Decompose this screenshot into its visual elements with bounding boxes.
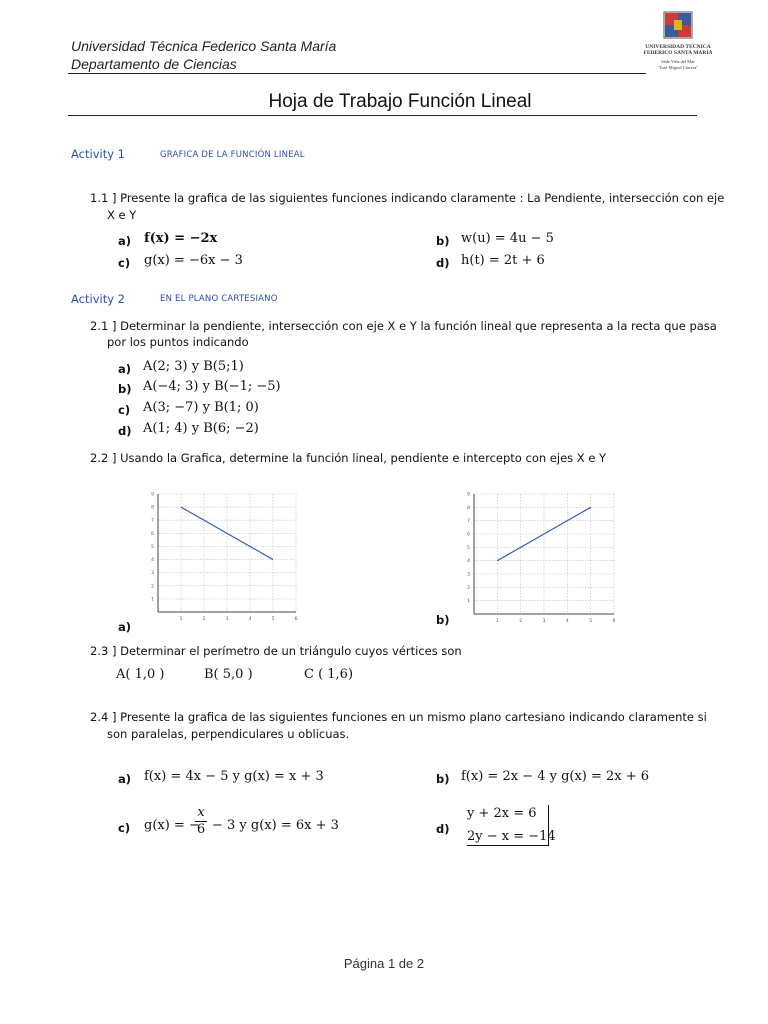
question-2-1-line2: por los puntos indicando [107,335,249,349]
x-tick-label: 3 [225,617,229,620]
y-tick-label: 6 [467,532,470,538]
item-1d-expr: h(t) = 2t + 6 [461,253,545,268]
y-tick-label: 2 [151,584,154,590]
logo-line1: UNIVERSIDAD TECNICA [645,44,711,50]
x-tick-label: 6 [612,619,616,624]
item-1a-expr: f(x) = −2x [144,231,218,246]
x-tick-label: 4 [565,619,569,624]
item-1b-expr: w(u) = 4u − 5 [461,231,554,246]
item-1c-expr: g(x) = −6x − 3 [144,253,243,268]
graph-a-chart [140,490,310,620]
item-1b-letter: b) [436,234,450,248]
item-2-1a-expr: A(2; 3) y B(5;1) [143,359,244,374]
system-eq1: y + 2x = 6 [467,806,537,821]
x-tick-label: 2 [519,619,523,624]
y-tick-label: 6 [151,531,154,537]
question-2-3: 2.3 ] Determinar el perímetro de un triángulo cuyos vértices son [90,644,462,658]
item-2-4b-letter: b) [436,772,450,786]
item-2-1a-letter: a) [118,362,132,376]
y-tick-label: 4 [151,558,154,564]
question-1-1-line2: X e Y [107,208,137,222]
page-title: Hoja de Trabajo Función Lineal [268,91,532,112]
x-tick-label: 1 [495,619,499,624]
y-tick-label: 8 [151,505,154,511]
x-tick-label: 5 [589,619,593,624]
y-tick-label: 9 [151,492,154,498]
item-2-1c-letter: c) [118,403,131,417]
item-2-4c-fraction [195,806,207,837]
x-tick-label: 3 [542,619,546,624]
vertex-c: C ( 1,6) [304,667,354,682]
x-tick-label: 2 [202,617,206,620]
x-tick-label: 6 [294,617,298,620]
header-rule [68,73,646,74]
item-2-4c-pre: g(x) = − [144,818,200,833]
system-bottom-rule [467,845,549,846]
graph-a-letter: a) [118,620,132,634]
fraction-numerator: x [197,805,205,820]
logo-line4: "José Miguel Carrera" [657,65,699,70]
item-1d-letter: d) [436,256,450,270]
y-tick-label: 7 [467,519,470,525]
x-tick-label: 5 [271,617,275,620]
y-tick-label: 5 [467,545,470,551]
y-tick-label: 5 [151,544,154,550]
activity1-label: Activity 1 [71,147,125,161]
logo-line3: Sede Viña del Mar [661,59,695,64]
item-2-4c-post: − 3 y g(x) = 6x + 3 [212,818,339,833]
vertex-b: B( 5,0 ) [204,667,253,682]
university-logo [640,10,716,72]
graph-b-chart [456,490,632,626]
item-2-1b-expr: A(−4; 3) y B(−1; −5) [143,379,281,394]
question-1-1-line1: 1.1 ] Presente la grafica de las siguientes funciones indicando claramente : La Pendiente, intersección con eje [90,191,725,205]
question-2-4-line2: son paralelas, perpendiculares u oblicuas. [107,727,350,741]
y-tick-label: 1 [151,597,154,603]
system-eq2: 2y − x = −14 [467,829,556,844]
y-tick-label: 4 [467,559,470,565]
item-2-1d-expr: A(1; 4) y B(6; −2) [143,421,259,436]
item-2-4a-expr: f(x) = 4x − 5 y g(x) = x + 3 [144,769,324,784]
y-tick-label: 3 [467,572,470,578]
university-name: Universidad Técnica Federico Santa María [71,38,337,54]
department-name: Departamento de Ciencias [71,56,237,72]
graph-b-letter: b) [436,613,450,627]
item-2-1d-letter: d) [118,424,132,438]
activity2-label: Activity 2 [71,292,125,306]
activity1-subtitle: GRAFICA DE LA FUNCIÓN LINEAL [160,150,305,160]
logo-line2: FEDERICO SANTA MARIA [643,50,713,56]
question-2-4-line1: 2.4 ] Presente la grafica de las siguientes funciones en un mismo plano cartesiano indicando claramente si [90,710,707,724]
x-tick-label: 1 [179,617,183,620]
x-tick-label: 4 [248,617,252,620]
y-tick-label: 3 [151,571,154,577]
item-2-4b-expr: f(x) = 2x − 4 y g(x) = 2x + 6 [461,769,650,784]
vertex-a: A( 1,0 ) [116,667,165,682]
item-2-4a-letter: a) [118,772,132,786]
crest-icon [640,10,716,40]
item-2-4d-letter: d) [436,822,450,836]
activity2-subtitle: EN EL PLANO CARTESIANO [160,294,278,304]
title-rule [68,115,697,116]
item-2-4c-letter: c) [118,821,131,835]
y-tick-label: 2 [467,585,470,591]
question-2-1-line1: 2.1 ] Determinar la pendiente, intersección con eje X e Y la función lineal que representa a la recta que pasa [90,319,717,333]
page-number: Página 1 de 2 [343,956,425,971]
fraction-denominator: 6 [196,822,206,837]
item-2-1b-letter: b) [118,382,132,396]
y-tick-label: 8 [467,505,470,511]
item-1c-letter: c) [118,256,131,270]
item-2-1c-expr: A(3; −7) y B(1; 0) [143,400,259,415]
system-right-bracket [548,805,549,845]
item-1a-letter: a) [118,234,132,248]
question-2-2: 2.2 ] Usando la Grafica, determine la función lineal, pendiente e intercepto con ejes X e Y [90,451,607,465]
y-tick-label: 9 [467,492,470,498]
y-tick-label: 7 [151,518,154,524]
y-tick-label: 1 [467,599,470,605]
